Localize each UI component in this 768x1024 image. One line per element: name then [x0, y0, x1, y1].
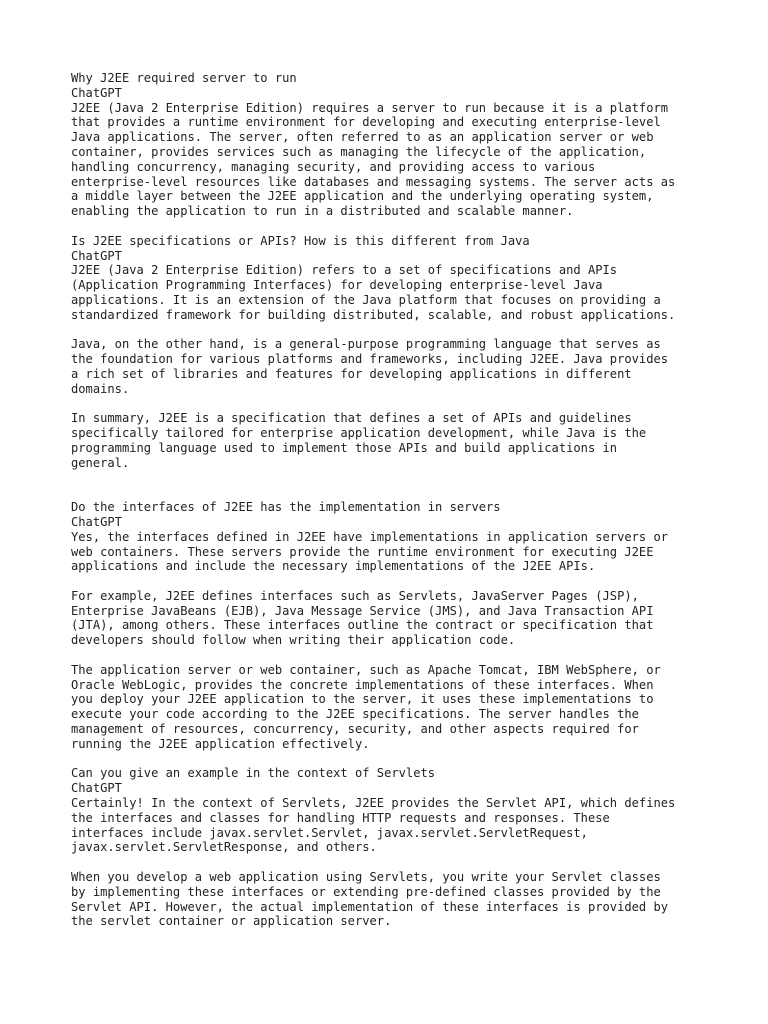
- answer-line: the interfaces and classes for handling HTTP requests and responses. These: [71, 810, 610, 825]
- answer-line: by implementing these interfaces or extending pre-defined classes provided by the: [71, 884, 661, 899]
- answer-line: web containers. These servers provide the runtime environment for executing J2EE: [71, 544, 654, 559]
- blank-line: [71, 485, 731, 500]
- answer-line: Oracle WebLogic, provides the concrete implementations of these interfaces. When: [71, 677, 654, 692]
- question-heading: Is J2EE specifications or APIs? How is this different from Java: [71, 233, 530, 248]
- answer-line: a middle layer between the J2EE application and the underlying operating system,: [71, 189, 654, 204]
- speaker-label: ChatGPT: [71, 514, 122, 529]
- answer-line: Yes, the interfaces defined in J2EE have implementations in application servers or: [71, 529, 669, 544]
- answer-line: J2EE (Java 2 Enterprise Edition) requires a server to run because it is a platform: [71, 100, 669, 115]
- speaker-label: ChatGPT: [71, 248, 122, 263]
- answer-line: javax.servlet.ServletResponse, and others.: [71, 840, 377, 855]
- answer-line: the servlet container or application server.: [71, 914, 392, 929]
- answer-line: For example, J2EE defines interfaces such as Servlets, JavaServer Pages (JSP),: [71, 588, 639, 603]
- answer-line: applications and include the necessary implementations of the J2EE APIs.: [71, 559, 596, 574]
- answer-line: enabling the application to run in a distributed and scalable manner.: [71, 204, 574, 219]
- speaker-label: ChatGPT: [71, 85, 122, 100]
- question-heading: Why J2EE required server to run: [71, 71, 297, 85]
- answer-line: J2EE (Java 2 Enterprise Edition) refers to a set of specifications and APIs: [71, 263, 618, 278]
- blank-line: [71, 323, 731, 338]
- blank-line: [71, 219, 731, 234]
- answer-line: specifically tailored for enterprise application development, while Java is the: [71, 426, 647, 441]
- answer-line: In summary, J2EE is a specification that defines a set of APIs and guidelines: [71, 411, 632, 426]
- blank-line: [71, 752, 731, 767]
- answer-line: domains.: [71, 381, 130, 396]
- answer-line: (Application Programming Interfaces) for developing enterprise-level Java: [71, 278, 603, 293]
- answer-line: general.: [71, 455, 130, 470]
- answer-line: execute your code according to the J2EE specifications. The server handles the: [71, 707, 639, 722]
- answer-line: Servlet API. However, the actual implementation of these interfaces is provided by: [71, 899, 669, 914]
- answer-line: that provides a runtime environment for developing and executing enterprise-level: [71, 115, 661, 130]
- answer-line: you deploy your J2EE application to the server, it uses these implementations to: [71, 692, 654, 707]
- answer-line: programming language used to implement those APIs and build applications in: [71, 440, 618, 455]
- answer-line: Enterprise JavaBeans (EJB), Java Message Service (JMS), and Java Transaction API: [71, 603, 654, 618]
- answer-line: The application server or web container, such as Apache Tomcat, IBM WebSphere, or: [71, 662, 661, 677]
- answer-line: Certainly! In the context of Servlets, J2EE provides the Servlet API, which defines: [71, 796, 676, 811]
- answer-line: handling concurrency, managing security, and providing access to various: [71, 159, 596, 174]
- answer-line: standardized framework for building distributed, scalable, and robust applications.: [71, 307, 676, 322]
- answer-line: developers should follow when writing their application code.: [71, 633, 516, 648]
- answer-line: enterprise-level resources like databases and messaging systems. The server acts as: [71, 174, 676, 189]
- document-page: [71, 71, 731, 929]
- blank-line: [71, 397, 731, 412]
- question-heading: Can you give an example in the context of Servlets: [71, 766, 436, 781]
- blank-line: [71, 471, 731, 486]
- answer-line: applications. It is an extension of the Java platform that focuses on providing a: [71, 292, 661, 307]
- question-heading: Do the interfaces of J2EE has the implementation in servers: [71, 500, 501, 515]
- answer-line: interfaces include javax.servlet.Servlet, javax.servlet.ServletRequest,: [71, 825, 588, 840]
- answer-line: a rich set of libraries and features for developing applications in different: [71, 366, 632, 381]
- answer-line: management of resources, concurrency, security, and other aspects required for: [71, 722, 639, 737]
- answer-line: the foundation for various platforms and frameworks, including J2EE. Java provides: [71, 352, 669, 367]
- answer-line: container, provides services such as managing the lifecycle of the application,: [71, 144, 647, 159]
- blank-line: [71, 574, 731, 589]
- blank-line: [71, 648, 731, 663]
- answer-line: When you develop a web application using Servlets, you write your Servlet classes: [71, 870, 661, 885]
- blank-line: [71, 855, 731, 870]
- answer-line: Java applications. The server, often referred to as an application server or web: [71, 130, 654, 145]
- answer-line: Java, on the other hand, is a general-purpose programming language that serves as: [71, 337, 661, 352]
- answer-line: (JTA), among others. These interfaces outline the contract or specification that: [71, 618, 654, 633]
- speaker-label: ChatGPT: [71, 781, 122, 796]
- answer-line: running the J2EE application effectively.: [71, 736, 370, 751]
